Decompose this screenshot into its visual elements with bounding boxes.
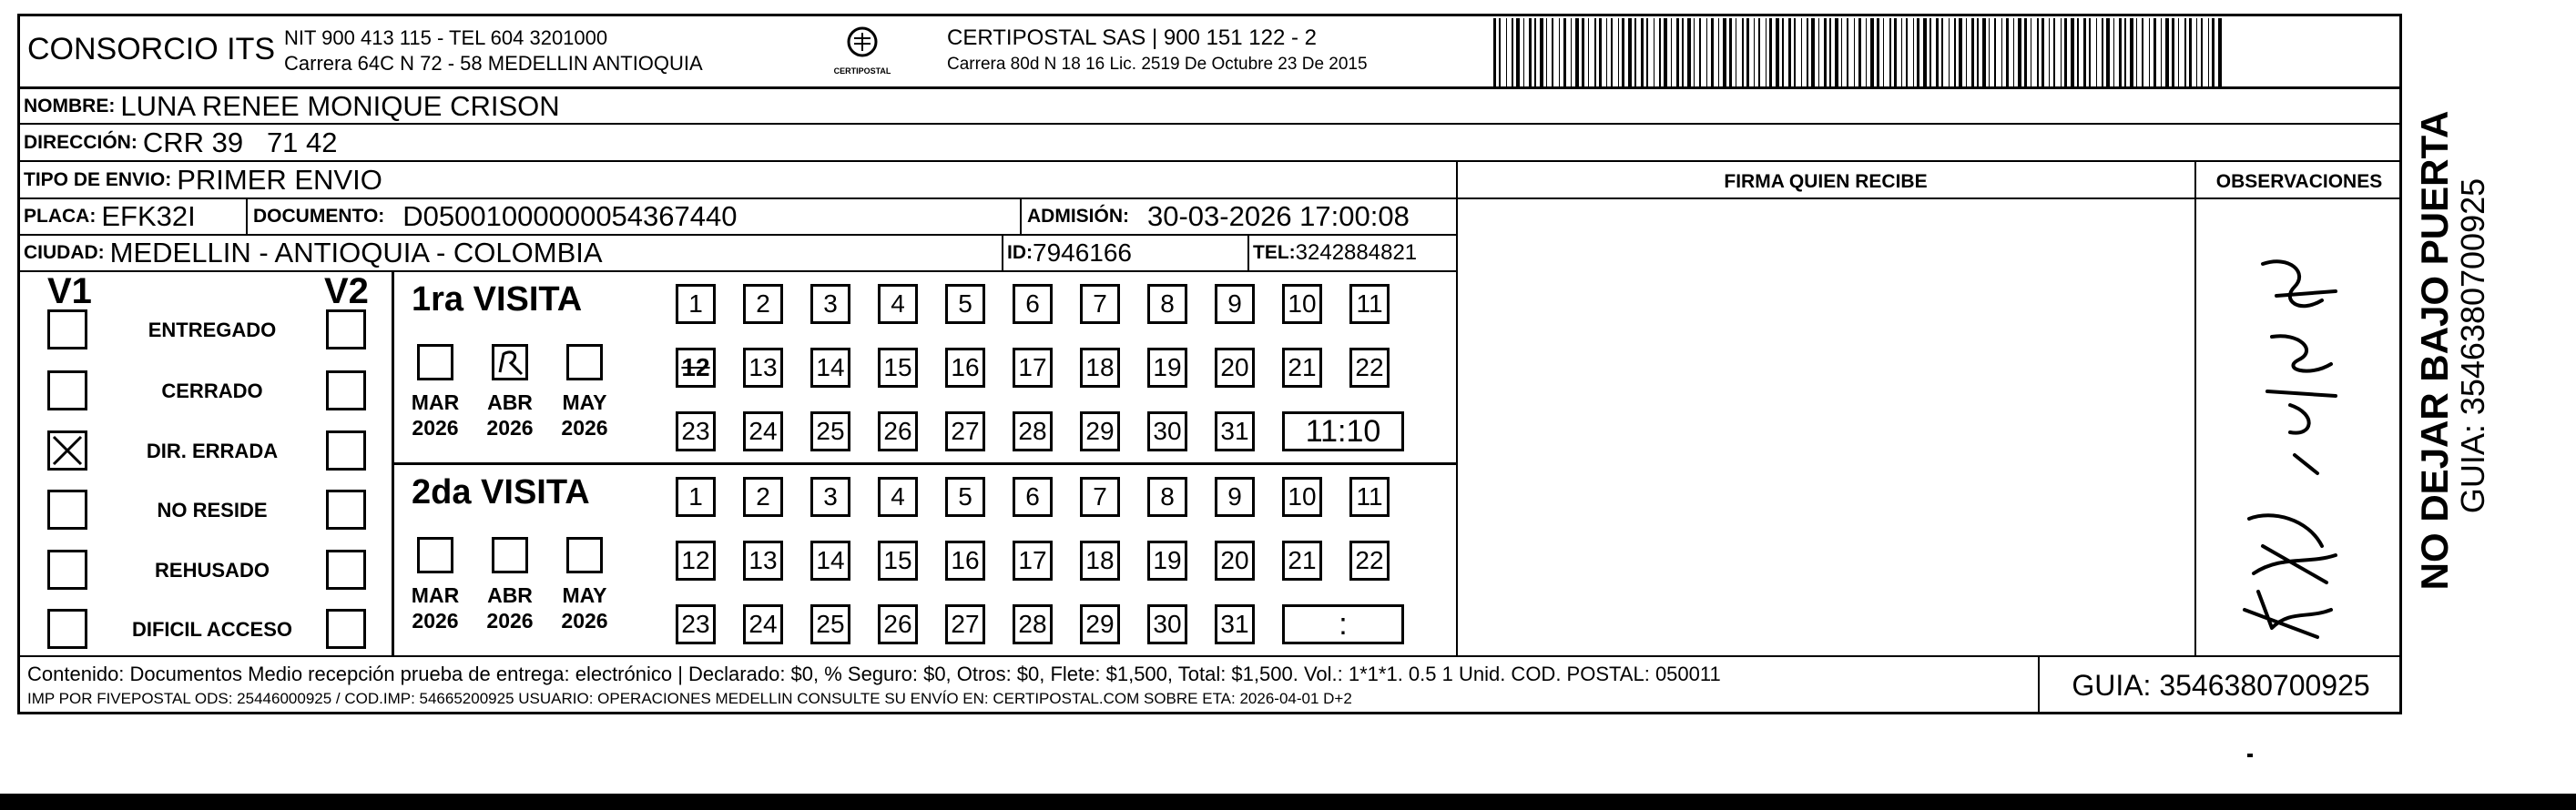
- barcode-bar: [1606, 18, 1607, 86]
- day-checkbox[interactable]: 2: [743, 284, 783, 324]
- barcode-bar: [1758, 18, 1760, 86]
- rule: [1247, 234, 1249, 270]
- month-checkbox[interactable]: [566, 344, 603, 380]
- barcode-bar: [1523, 18, 1524, 86]
- barcode-bar: [1634, 18, 1636, 86]
- barcode-bar: [1706, 18, 1707, 86]
- barcode-bar: [1923, 18, 1927, 86]
- month-checkbox[interactable]: [417, 344, 453, 380]
- barcode-bar: [1989, 18, 1990, 86]
- month-year: 2026: [412, 416, 459, 440]
- rule: [1002, 234, 1003, 270]
- v2-checkbox[interactable]: [326, 490, 366, 530]
- day-checkbox[interactable]: 19: [1147, 348, 1187, 388]
- barcode-bar: [2212, 18, 2215, 86]
- barcode-bar: [1982, 18, 1986, 86]
- footer-imp-line: IMP POR FIVEPOSTAL ODS: 25446000925 / COD.IMP: 54665200925 USUARIO: OPERACIONES MEDELLIN CONSULTE SU ENVÍO EN: CERTIPOSTAL.COM SOBRE ETA: 2026-04-01 D+2: [27, 690, 1352, 707]
- barcode-bar: [1664, 18, 1667, 86]
- barcode-bar: [1552, 18, 1553, 86]
- v1-checkbox[interactable]: [47, 370, 87, 410]
- barcode-bar: [1877, 18, 1879, 86]
- rule: [1456, 160, 1458, 655]
- month-checkbox[interactable]: [417, 537, 453, 573]
- barcode-bar: [1729, 18, 1732, 86]
- day-checkbox[interactable]: 18: [1080, 348, 1120, 388]
- day-checkbox[interactable]: 8: [1147, 477, 1187, 517]
- barcode-bar: [2013, 18, 2014, 86]
- day-checkbox[interactable]: 31: [1215, 411, 1255, 451]
- barcode-bar: [2083, 18, 2086, 86]
- barcode-bar: [1994, 18, 1996, 86]
- month-label: [483, 582, 537, 633]
- barcode-bar: [1776, 18, 1779, 86]
- day-checkbox[interactable]: 10: [1282, 284, 1322, 324]
- hand-mark-icon: [494, 347, 525, 378]
- barcode-bar: [1788, 18, 1791, 86]
- barcode-bar: [2142, 18, 2143, 86]
- day-checkbox[interactable]: 24: [743, 604, 783, 644]
- barcode-bar: [2061, 18, 2062, 86]
- day-checkbox[interactable]: 6: [1013, 477, 1053, 517]
- barcode-bar: [1575, 18, 1579, 86]
- barcode-bar: [2130, 18, 2133, 86]
- day-checkbox[interactable]: 4: [878, 284, 918, 324]
- barcode-bar: [2001, 18, 2002, 86]
- month-checkbox[interactable]: [566, 537, 603, 573]
- month-checkbox[interactable]: [492, 537, 528, 573]
- barcode-bar: [1829, 18, 1831, 86]
- barcode-bar: [2201, 18, 2203, 86]
- month-year: 2026: [412, 609, 459, 633]
- barcode-bar: [1563, 18, 1566, 86]
- month-label: [408, 582, 463, 633]
- day-checkbox[interactable]: 1: [676, 477, 716, 517]
- day-checkbox[interactable]: 9: [1215, 477, 1255, 517]
- v1-checkbox[interactable]: [47, 490, 87, 530]
- day-checkbox[interactable]: 6: [1013, 284, 1053, 324]
- day-checkbox[interactable]: 11: [1349, 477, 1390, 517]
- barcode-bar: [1766, 18, 1767, 86]
- status-label: ENTREGADO: [148, 319, 277, 341]
- barcode-bar: [1941, 18, 1943, 86]
- handwritten-signature: [2208, 246, 2372, 646]
- id-label: ID:: [1007, 242, 1033, 263]
- v2-checkbox[interactable]: [326, 430, 366, 471]
- barcode-bar: [1977, 18, 1979, 86]
- bottom-band: [0, 794, 2576, 810]
- nombre-value: LUNA RENEE MONIQUE CRISON: [120, 89, 560, 122]
- barcode-bar: [1959, 18, 1962, 86]
- day-checkbox[interactable]: 20: [1215, 541, 1255, 581]
- admision-value: 30-03-2026 17:00:08: [1147, 200, 1410, 232]
- barcode-bar: [1754, 18, 1755, 86]
- observaciones-header: OBSERVACIONES: [2215, 171, 2383, 192]
- barcode-bar: [1866, 18, 1867, 86]
- certipostal-logo-icon: [841, 25, 883, 62]
- month-name: MAR: [411, 390, 460, 414]
- barcode-bar: [1499, 18, 1501, 86]
- day-checkbox[interactable]: 22: [1349, 348, 1390, 388]
- documento-label: DOCUMENTO:: [253, 206, 385, 227]
- rule: [17, 123, 2402, 125]
- day-checkbox[interactable]: 8: [1147, 284, 1187, 324]
- day-checkbox[interactable]: 10: [1282, 477, 1322, 517]
- v2-checkbox[interactable]: [326, 309, 366, 349]
- barcode-bar: [2077, 18, 2079, 86]
- tel-value: 3242884821: [1295, 240, 1418, 265]
- barcode-bar: [1559, 18, 1560, 86]
- day-checkbox[interactable]: 13: [743, 541, 783, 581]
- company-nit: NIT 900 413 115 - TEL 604 3201000: [284, 26, 608, 49]
- barcode-bar: [1966, 18, 1967, 86]
- barcode-bar: [1824, 18, 1827, 86]
- status-label: DIR. ERRADA: [146, 440, 279, 462]
- day-checkbox[interactable]: 27: [945, 411, 985, 451]
- visit-title: 2da VISITA: [412, 473, 590, 511]
- id-value: 7946166: [1033, 238, 1133, 267]
- admision-row: [1027, 199, 1410, 234]
- barcode-bar: [2189, 18, 2192, 86]
- day-checkbox[interactable]: 27: [945, 604, 985, 644]
- barcode-bar: [1699, 18, 1701, 86]
- barcode-bar: [2178, 18, 2179, 86]
- barcode-bar: [1870, 18, 1874, 86]
- barcode-bar: [1807, 18, 1808, 86]
- day-checkbox[interactable]: 22: [1349, 541, 1390, 581]
- direccion-value: CRR 39 71 42: [142, 127, 338, 158]
- status-label: DIFICIL ACCESO: [131, 618, 292, 641]
- rule: [246, 197, 248, 234]
- barcode-bar: [2119, 18, 2122, 86]
- day-checkbox[interactable]: 5: [945, 284, 985, 324]
- barcode-bar: [2049, 18, 2050, 86]
- barcode-bar: [1618, 18, 1619, 86]
- barcode-bar: [2018, 18, 2021, 86]
- barcode-bar: [2037, 18, 2039, 86]
- barcode-bar: [1954, 18, 1956, 86]
- barcode-bar: [1622, 18, 1624, 86]
- day-checkbox[interactable]: 26: [878, 604, 918, 644]
- barcode-bar: [1646, 18, 1648, 86]
- barcode-bar: [1671, 18, 1672, 86]
- day-checkbox[interactable]: 23: [676, 604, 716, 644]
- month-year: 2026: [561, 416, 608, 440]
- barcode-bar: [2161, 18, 2162, 86]
- barcode-bar: [1676, 18, 1679, 86]
- status-label: NO RESIDE: [157, 499, 268, 521]
- barcode-bar: [1936, 18, 1939, 86]
- barcode-bar: [2218, 18, 2222, 86]
- v1-checkbox[interactable]: [47, 550, 87, 590]
- v1-checkbox[interactable]: [47, 609, 87, 649]
- day-checkbox[interactable]: 1: [676, 284, 716, 324]
- barcode-bar: [2089, 18, 2091, 86]
- barcode-bar: [2071, 18, 2074, 86]
- day-checkbox[interactable]: 25: [810, 604, 850, 644]
- certipostal-address: Carrera 80d N 18 16 Lic. 2519 De Octubre 23 De 2015: [947, 55, 1368, 74]
- month-year: 2026: [486, 609, 534, 633]
- barcode-bar: [2096, 18, 2097, 86]
- barcode-bar: [2041, 18, 2044, 86]
- month-name: MAY: [562, 583, 607, 607]
- admision-label: ADMISIÓN:: [1027, 206, 1129, 227]
- barcode-bar: [1913, 18, 1914, 86]
- stray-mark: [2247, 754, 2253, 757]
- day-checkbox[interactable]: 17: [1013, 541, 1053, 581]
- barcode-bar: [1929, 18, 1931, 86]
- barcode-bar: [1529, 18, 1532, 86]
- barcode-bar: [2208, 18, 2209, 86]
- day-checkbox[interactable]: 3: [810, 477, 850, 517]
- day-checkbox[interactable]: 20: [1215, 348, 1255, 388]
- rule: [17, 270, 1456, 272]
- barcode-bar: [1571, 18, 1572, 86]
- barcode-bar: [1723, 18, 1726, 86]
- barcode-bar: [1534, 18, 1536, 86]
- company-name: CONSORCIO ITS: [27, 32, 276, 66]
- barcode-bar: [1746, 18, 1749, 86]
- day-checkbox[interactable]: 7: [1080, 284, 1120, 324]
- day-checkbox[interactable]: 5: [945, 477, 985, 517]
- barcode-bar: [1611, 18, 1613, 86]
- barcode-bar: [2064, 18, 2067, 86]
- logo-text: CERTIPOSTAL: [833, 66, 891, 76]
- day-checkbox[interactable]: 3: [810, 284, 850, 324]
- side-warning: NO DEJAR BAJO PUERTA: [2413, 110, 2456, 591]
- month-name: MAR: [411, 583, 460, 607]
- nombre-label: NOMBRE:: [24, 95, 116, 116]
- barcode-bar: [1512, 18, 1513, 86]
- day-checkbox[interactable]: 26: [878, 411, 918, 451]
- month-label: [557, 390, 612, 440]
- day-checkbox[interactable]: 23: [676, 411, 716, 451]
- barcode-bar: [1628, 18, 1632, 86]
- barcode-bar: [1794, 18, 1796, 86]
- visit-title: 1ra VISITA: [412, 280, 583, 319]
- day-checkbox[interactable]: 14: [810, 348, 850, 388]
- id-row: [1007, 236, 1132, 270]
- barcode-bar: [1847, 18, 1848, 86]
- barcode-bar: [1894, 18, 1897, 86]
- barcode-bar: [1801, 18, 1802, 86]
- status-label: CERRADO: [161, 380, 263, 402]
- barcode-bar: [1769, 18, 1772, 86]
- barcode-bar: [1540, 18, 1543, 86]
- v1-header: V1: [47, 271, 92, 311]
- month-checkbox[interactable]: [492, 344, 528, 380]
- barcode-bar: [1818, 18, 1819, 86]
- barcode-bar: [1841, 18, 1842, 86]
- footer-contenido: Contenido: Documentos Medio recepción prueba de entrega: electrónico | Declarado: $0, % Seguro: $0, Otros: $0, Flete: $1,500, Total: $1,500. Vol.: 1*1*1. 0.5 1 Unid. COD. POSTAL: 050011: [27, 663, 1721, 685]
- day-checkbox[interactable]: 15: [878, 348, 918, 388]
- barcode-bar: [2053, 18, 2055, 86]
- v1-checkbox[interactable]: [47, 430, 87, 471]
- barcode-bar: [1854, 18, 1855, 86]
- day-checkbox[interactable]: 30: [1147, 604, 1187, 644]
- direccion-label: DIRECCIÓN:: [24, 132, 137, 153]
- barcode-bar: [1493, 18, 1496, 86]
- day-checkbox[interactable]: 16: [945, 541, 985, 581]
- barcode-bar: [1582, 18, 1584, 86]
- day-checkbox[interactable]: 12: [676, 541, 716, 581]
- day-checkbox[interactable]: 2: [743, 477, 783, 517]
- rule: [17, 160, 2402, 162]
- v1-checkbox[interactable]: [47, 309, 87, 349]
- month-name: MAY: [562, 390, 607, 414]
- barcode-bar: [2196, 18, 2197, 86]
- barcode-bar: [1594, 18, 1596, 86]
- barcode-bar: [1718, 18, 1719, 86]
- status-label: REHUSADO: [155, 559, 270, 582]
- documento-value: D05001000000054367440: [402, 200, 738, 232]
- day-checkbox[interactable]: 15: [878, 541, 918, 581]
- barcode-bar: [1711, 18, 1714, 86]
- barcode-bar: [2024, 18, 2027, 86]
- ciudad-row: [24, 236, 603, 270]
- month-label: [557, 582, 612, 633]
- barcode-bar: [1811, 18, 1815, 86]
- barcode-bar: [1588, 18, 1589, 86]
- barcode-bar: [1599, 18, 1602, 86]
- tel-row: [1253, 236, 1417, 270]
- firma-header: FIRMA QUIEN RECIBE: [1724, 171, 1928, 192]
- barcode-bar: [2184, 18, 2186, 86]
- barcode-bar: [1883, 18, 1884, 86]
- tipo-value: PRIMER ENVIO: [177, 164, 382, 196]
- barcode-bar: [2153, 18, 2156, 86]
- month-label: [483, 390, 537, 440]
- certipostal-line: CERTIPOSTAL SAS | 900 151 122 - 2: [947, 25, 1317, 50]
- barcode-bar: [1654, 18, 1655, 86]
- documento-row: [253, 199, 737, 234]
- day-checkbox[interactable]: 31: [1215, 604, 1255, 644]
- barcode-bar: [1659, 18, 1661, 86]
- day-checkbox[interactable]: 29: [1080, 411, 1120, 451]
- barcode-bar: [1516, 18, 1520, 86]
- month-name: ABR: [487, 583, 533, 607]
- placa-label: PLACA:: [24, 206, 97, 227]
- barcode-bar: [2149, 18, 2150, 86]
- barcode-bar: [1858, 18, 1861, 86]
- barcode-bar: [2165, 18, 2169, 86]
- v2-checkbox[interactable]: [326, 370, 366, 410]
- barcode-bar: [1546, 18, 1547, 86]
- certipostal-logo: [830, 25, 894, 76]
- month-year: 2026: [561, 609, 608, 633]
- ciudad-label: CIUDAD:: [24, 242, 105, 263]
- rule: [1020, 197, 1022, 234]
- footer-guia: GUIA: 3546380700925: [2072, 669, 2370, 702]
- v2-checkbox[interactable]: [326, 609, 366, 649]
- day-checkbox[interactable]: 11: [1349, 284, 1390, 324]
- barcode-bar: [2102, 18, 2103, 86]
- day-checkbox[interactable]: 12: [676, 348, 716, 388]
- barcode-bar: [2106, 18, 2110, 86]
- barcode-bar: [1835, 18, 1838, 86]
- side-guia: GUIA: 3546380700925: [2454, 177, 2491, 514]
- barcode-bar: [1687, 18, 1691, 86]
- barcode-bar: [1906, 18, 1908, 86]
- barcode-bar: [1889, 18, 1891, 86]
- barcode-bar: [2172, 18, 2174, 86]
- x-mark-icon: [50, 433, 85, 468]
- barcode-bar: [1694, 18, 1695, 86]
- barcode-bar: [1641, 18, 1644, 86]
- barcode-bar: [1782, 18, 1784, 86]
- barcode: [1493, 18, 2231, 86]
- barcode-bar: [2124, 18, 2126, 86]
- barcode-bar: [1742, 18, 1744, 86]
- day-checkbox[interactable]: 24: [743, 411, 783, 451]
- day-checkbox[interactable]: 16: [945, 348, 985, 388]
- day-checkbox[interactable]: 25: [810, 411, 850, 451]
- rule: [2194, 160, 2196, 655]
- day-checkbox[interactable]: 21: [1282, 541, 1322, 581]
- month-label: [408, 390, 463, 440]
- day-checkbox[interactable]: 28: [1013, 411, 1053, 451]
- barcode-bar: [1506, 18, 1507, 86]
- barcode-bar: [1971, 18, 1974, 86]
- day-checkbox[interactable]: 13: [743, 348, 783, 388]
- tel-label: TEL:: [1253, 242, 1296, 263]
- time-field[interactable]: :: [1282, 604, 1404, 644]
- day-checkbox[interactable]: 9: [1215, 284, 1255, 324]
- month-name: ABR: [487, 390, 533, 414]
- day-checkbox[interactable]: 18: [1080, 541, 1120, 581]
- day-checkbox[interactable]: 28: [1013, 604, 1053, 644]
- barcode-bar: [2006, 18, 2009, 86]
- ciudad-value: MEDELLIN - ANTIOQUIA - COLOMBIA: [109, 237, 603, 268]
- barcode-bar: [2113, 18, 2114, 86]
- barcode-bar: [1917, 18, 1919, 86]
- day-checkbox[interactable]: 21: [1282, 348, 1322, 388]
- nombre-row: [24, 89, 560, 123]
- day-checkbox[interactable]: 19: [1147, 541, 1187, 581]
- v2-header: V2: [324, 271, 369, 311]
- tipo-label: TIPO DE ENVIO:: [24, 169, 172, 190]
- placa-row: [24, 199, 196, 234]
- day-checkbox[interactable]: 14: [810, 541, 850, 581]
- company-address: Carrera 64C N 72 - 58 MEDELLIN ANTIOQUIA: [284, 52, 703, 75]
- rule: [17, 655, 2402, 657]
- rule: [392, 462, 1457, 465]
- barcode-bar: [1901, 18, 1902, 86]
- direccion-row: [24, 126, 338, 160]
- day-checkbox[interactable]: 4: [878, 477, 918, 517]
- v2-checkbox[interactable]: [326, 550, 366, 590]
- time-field[interactable]: 11:10: [1282, 411, 1404, 451]
- day-checkbox[interactable]: 30: [1147, 411, 1187, 451]
- day-checkbox[interactable]: 17: [1013, 348, 1053, 388]
- barcode-bar: [2136, 18, 2137, 86]
- tipo-row: [24, 163, 382, 197]
- month-year: 2026: [486, 416, 534, 440]
- day-checkbox[interactable]: 29: [1080, 604, 1120, 644]
- placa-value: EFK32I: [101, 200, 196, 232]
- day-checkbox[interactable]: 7: [1080, 477, 1120, 517]
- barcode-bar: [1682, 18, 1684, 86]
- barcode-bar: [1949, 18, 1950, 86]
